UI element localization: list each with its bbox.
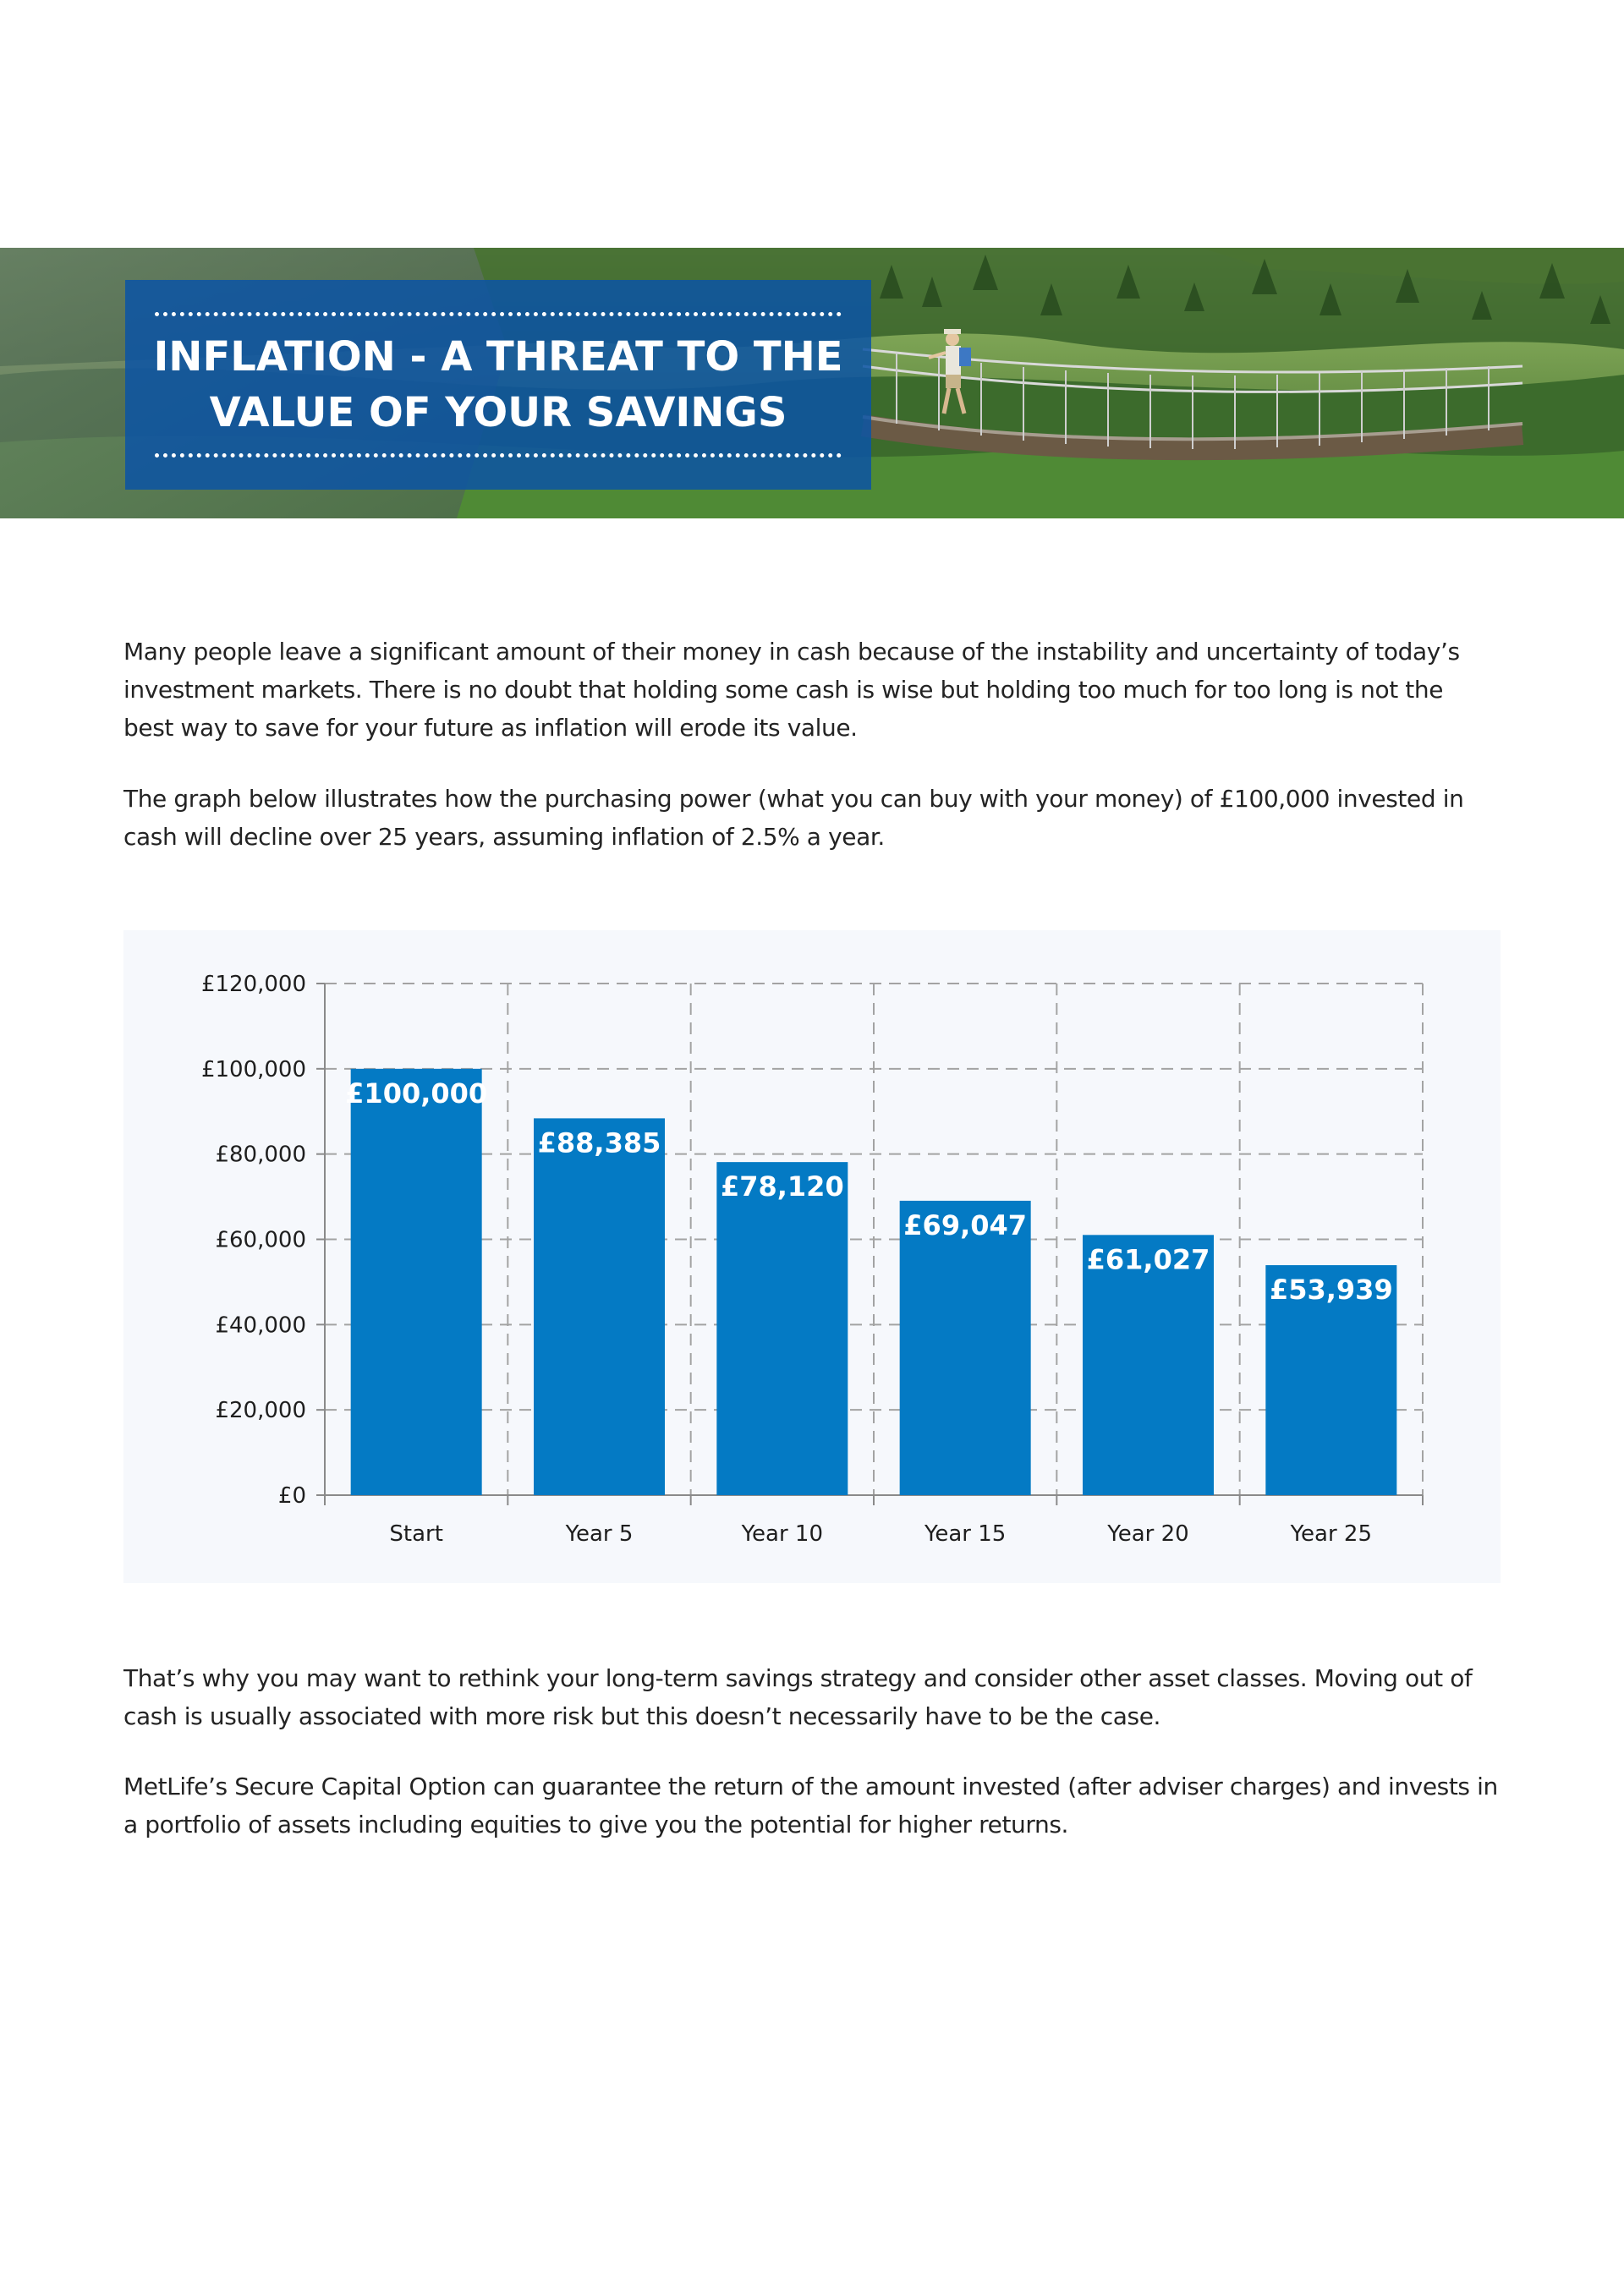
y-tick-label: £60,000 bbox=[215, 1227, 306, 1253]
dotted-rule-top bbox=[155, 312, 842, 316]
intro-p2-line: cash will decline over 25 years, assuming inflation of 2.5% a year. bbox=[123, 823, 885, 851]
page-title bbox=[125, 329, 871, 441]
bar-value-label: £69,047 bbox=[903, 1208, 1028, 1241]
bar bbox=[900, 1201, 1031, 1495]
title-box bbox=[125, 280, 871, 490]
bar-value-label: £78,120 bbox=[720, 1170, 844, 1203]
bar-value-label: £100,000 bbox=[345, 1077, 488, 1110]
header-banner bbox=[0, 248, 1624, 518]
bar bbox=[534, 1118, 665, 1495]
chart-panel bbox=[123, 930, 1501, 1583]
x-tick-label: Start bbox=[389, 1521, 443, 1547]
outro-paragraph-2 bbox=[123, 1767, 1502, 1844]
bar bbox=[351, 1069, 482, 1495]
intro-p1-line: best way to save for your future as inflation will erode its value. bbox=[123, 714, 858, 742]
intro-p1-line: investment markets. There is no doubt that holding some cash is wise but holding too much for too long is not the bbox=[123, 676, 1444, 704]
dotted-rule-bottom bbox=[155, 453, 842, 458]
x-tick-label: Year 5 bbox=[565, 1521, 634, 1547]
y-tick-label: £80,000 bbox=[215, 1142, 306, 1168]
bar-value-label: £53,939 bbox=[1269, 1274, 1393, 1307]
x-tick-label: Year 15 bbox=[924, 1521, 1007, 1547]
y-tick-label: £40,000 bbox=[215, 1312, 306, 1339]
outro-p4-line: a portfolio of assets including equities to give you the potential for higher returns. bbox=[123, 1811, 1069, 1838]
outro-paragraph-1 bbox=[123, 1659, 1502, 1735]
outro-p4-line: MetLife’s Secure Capital Option can guarantee the return of the amount invested (after adviser charges) and invests in bbox=[123, 1773, 1498, 1800]
bar bbox=[716, 1162, 848, 1495]
intro-p1-line: Many people leave a significant amount of their money in cash because of the instability and uncertainty of today’s bbox=[123, 638, 1460, 666]
intro-paragraph-1 bbox=[123, 633, 1502, 747]
bar-chart bbox=[123, 930, 1501, 1583]
x-tick-label: Year 20 bbox=[1107, 1521, 1189, 1547]
page-title-line2: VALUE OF YOUR SAVINGS bbox=[209, 389, 787, 436]
page-title-line1: INFLATION - A THREAT TO THE bbox=[153, 333, 843, 381]
x-tick-label: Year 10 bbox=[741, 1521, 824, 1547]
bar-value-label: £61,027 bbox=[1086, 1243, 1210, 1276]
outro-p3-line: cash is usually associated with more risk but this doesn’t necessarily have to be the case. bbox=[123, 1702, 1161, 1730]
bar-value-label: £88,385 bbox=[537, 1126, 661, 1159]
outro-p3-line: That’s why you may want to rethink your long-term savings strategy and consider other asset classes. Moving out of bbox=[123, 1664, 1473, 1692]
intro-p2-line: The graph below illustrates how the purchasing power (what you can buy with your money) of £100,000 invested in bbox=[123, 785, 1464, 813]
y-tick-label: £120,000 bbox=[200, 972, 306, 997]
y-tick-label: £20,000 bbox=[215, 1398, 306, 1424]
x-tick-label: Year 25 bbox=[1290, 1521, 1373, 1547]
y-tick-label: £0 bbox=[277, 1483, 306, 1509]
y-tick-label: £100,000 bbox=[200, 1056, 306, 1082]
intro-paragraph-2 bbox=[123, 780, 1502, 856]
